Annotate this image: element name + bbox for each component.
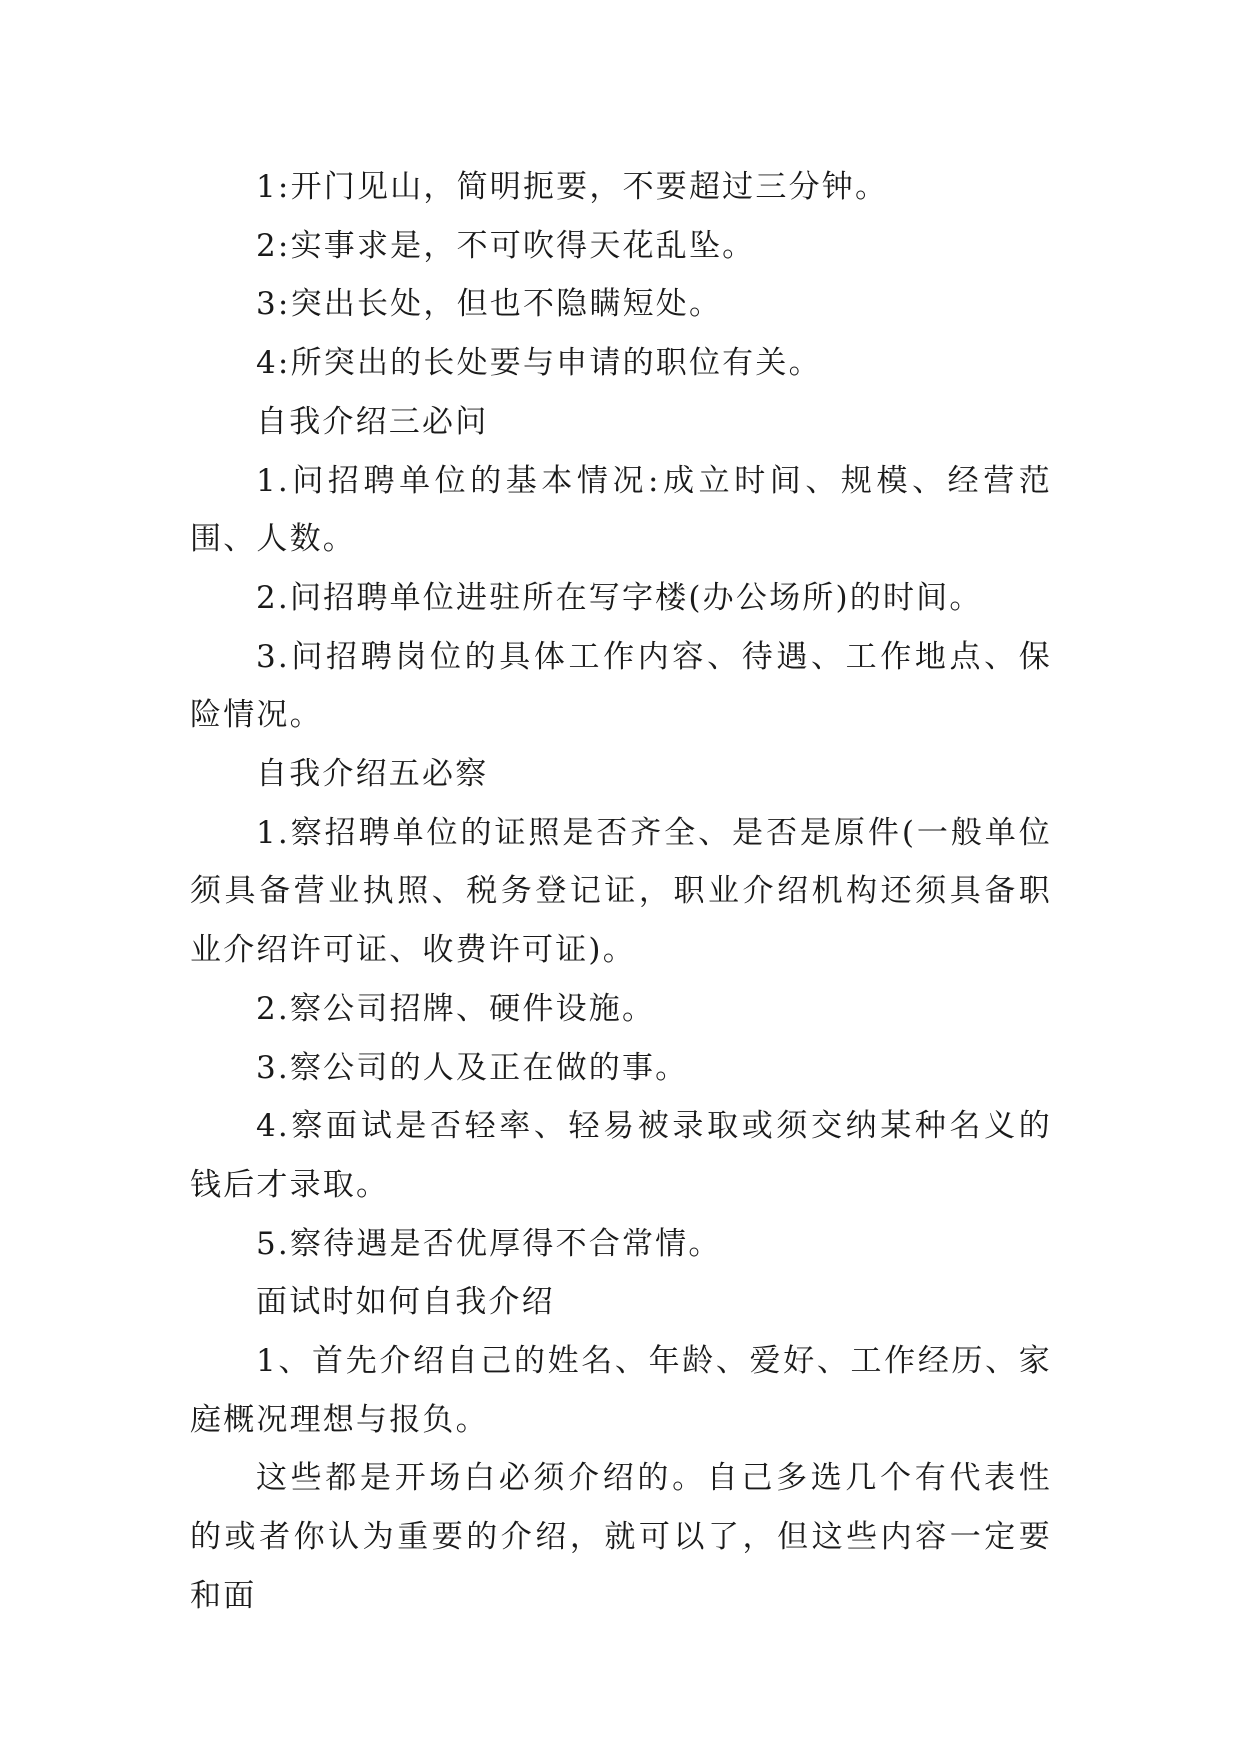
paragraph-question-2: 2.问招聘单位进驻所在写字楼(办公场所)的时间。 [256,579,983,616]
paragraph-intro-note: 这些都是开场白必须介绍的。自己多选几个有代表性的或者你认为重要的介绍，就可以了，但这些内容一定要和面 [190,1460,1052,1614]
document-body [190,158,1052,1626]
paragraph-intro-1: 1、首先介绍自己的姓名、年龄、爱好、工作经历、家庭概况理想与报负。 [190,1343,1052,1438]
paragraph-check-5: 5.察待遇是否优厚得不合常情。 [256,1225,722,1262]
paragraph-tip-3: 3:突出长处，但也不隐瞒短处。 [256,286,723,323]
paragraph-check-4: 4.察面试是否轻率、轻易被录取或须交纳某种名义的钱后才录取。 [190,1108,1052,1203]
paragraph-tip-4: 4:所突出的长处要与申请的职位有关。 [256,345,822,382]
section-heading-five-checks: 自我介绍五必察 [256,756,489,793]
paragraph-check-1: 1.察招聘单位的证照是否齐全、是否是原件(一般单位须具备营业执照、税务登记证，职业介绍机构还须具备职业介绍许可证、收费许可证)。 [190,814,1052,969]
paragraph-check-2: 2.察公司招牌、硬件设施。 [256,990,656,1027]
paragraph-question-3: 3.问招聘岗位的具体工作内容、待遇、工作地点、保险情况。 [190,638,1052,734]
paragraph-check-3: 3.察公司的人及正在做的事。 [256,1049,689,1086]
paragraph-tip-1: 1:开门见山，简明扼要，不要超过三分钟。 [256,169,889,205]
paragraph-tip-2: 2:实事求是，不可吹得天花乱坠。 [256,227,756,264]
section-heading-three-questions: 自我介绍三必问 [256,403,489,440]
paragraph-question-1: 1.问招聘单位的基本情况:成立时间、规模、经营范围、人数。 [190,462,1052,558]
section-heading-self-intro: 面试时如何自我介绍 [256,1284,555,1321]
